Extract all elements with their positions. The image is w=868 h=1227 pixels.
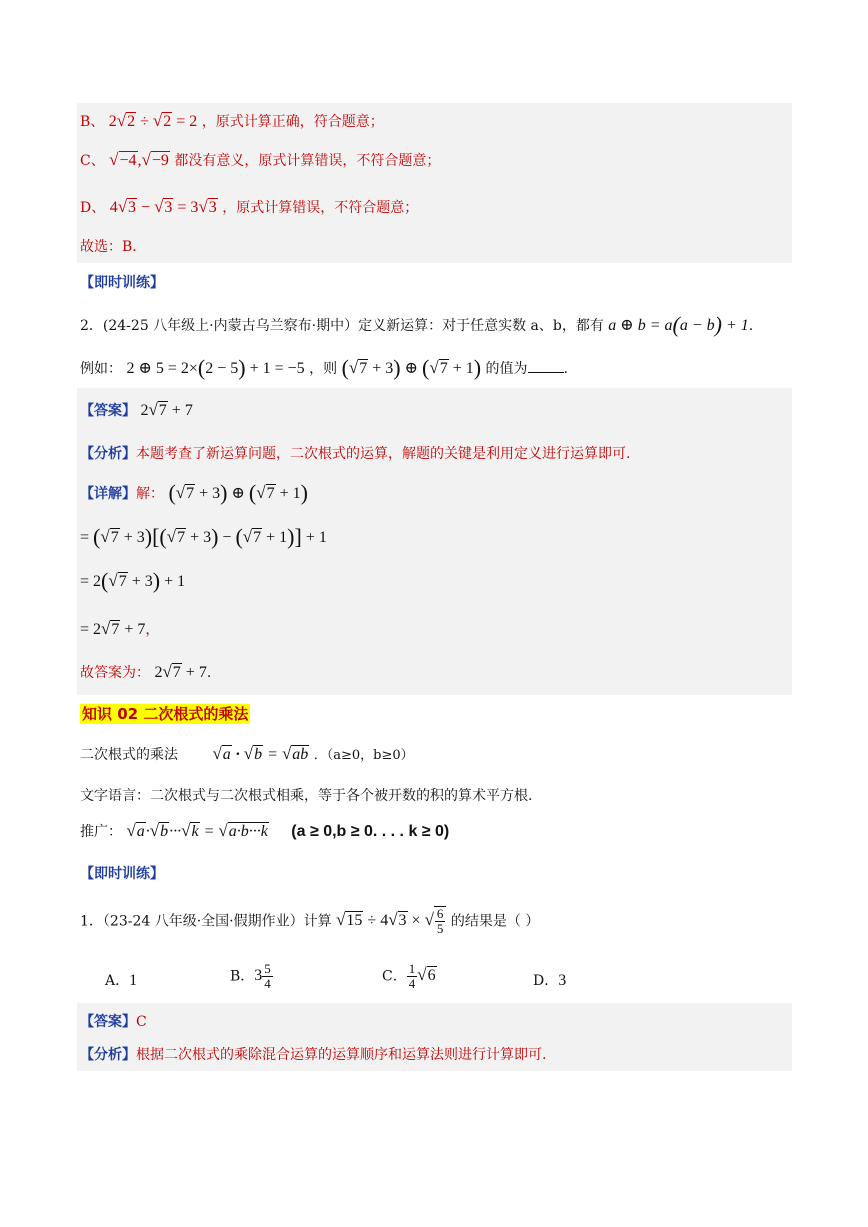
detail-2-line bbox=[80, 480, 308, 506]
option-b-choice-label: B． bbox=[230, 968, 255, 985]
answer-2-line bbox=[80, 400, 193, 420]
analysis-2-text: 本题考查了新运算问题，二次根式的运算，解题的关键是利用定义进行运算即可. bbox=[136, 446, 631, 462]
option-d[interactable] bbox=[533, 970, 566, 990]
detail-step-1: = (√7 + 3)[(√7 + 3) − (√7 + 1)] + 1 bbox=[80, 524, 327, 549]
question-2-example: 例如： 2 ⊕ 5 = 2×(2 − 5) + 1 = −5 ，则 (√7 + 3) ⊕ (√7 + 1) 的值为 . bbox=[80, 355, 568, 380]
analysis-1-text: 根据二次根式的乘除混合运算的运算顺序和运算法则进行计算即可. bbox=[136, 1047, 547, 1063]
answer-2-value: 2√7 + 7 bbox=[140, 400, 193, 419]
option-b-expr: 2√2 ÷ √2 = 2 bbox=[108, 111, 198, 130]
detail-2-tag: 【详解】 bbox=[80, 486, 136, 502]
answer-1-line bbox=[80, 1011, 147, 1031]
generalize-condition: (a ≥ 0,b ≥ 0. . . . k ≥ 0) bbox=[291, 823, 450, 840]
question-1-suffix: 的结果是（ ） bbox=[450, 913, 540, 930]
analysis-1-line bbox=[80, 1044, 546, 1064]
rule-name: 二次根式的乘法 bbox=[80, 747, 178, 763]
answer-blank bbox=[528, 372, 564, 373]
question-1-stem bbox=[80, 906, 539, 937]
rule-text: 文字语言：二次根式与二次根式相乘，等于各个被开数的积的算术平方根. bbox=[80, 788, 533, 804]
knowledge-title: 知识 02 二次根式的乘法 bbox=[82, 705, 249, 723]
option-b-comment: ，原式计算正确，符合题意； bbox=[201, 114, 384, 130]
conclusion: 故选：B． bbox=[80, 239, 147, 255]
option-c-line bbox=[80, 150, 440, 170]
option-b[interactable] bbox=[230, 962, 273, 992]
analysis-1-tag: 【分析】 bbox=[80, 1047, 136, 1063]
rule-line bbox=[80, 744, 414, 764]
option-d-value: 3 bbox=[558, 972, 567, 989]
ask-prefix: ，则 bbox=[309, 361, 338, 377]
detail-step-2: = 2(√7 + 3) + 1 bbox=[80, 568, 186, 593]
generalize-label: 推广： bbox=[80, 824, 122, 840]
question-1-expr: √15 ÷ 4√3 × √ $\frac{6}{5}$ bbox=[336, 912, 446, 929]
training-heading-2: 【即时训练】 bbox=[80, 866, 164, 882]
option-d-label: D、 bbox=[80, 200, 106, 216]
option-b-line bbox=[80, 111, 384, 131]
option-c-expr: √−4,√−9 bbox=[109, 150, 169, 169]
analysis-2-line bbox=[80, 443, 630, 463]
option-a-value: 1 bbox=[129, 972, 138, 989]
option-c-label: C、 bbox=[80, 153, 105, 169]
final-answer-prefix: 故答案为： bbox=[80, 665, 150, 681]
answer-2-tag: 【答案】 bbox=[80, 403, 136, 419]
knowledge-title-line bbox=[80, 703, 250, 724]
option-d-comment: ，原式计算错误，不符合题意； bbox=[222, 200, 419, 216]
detail-step-3: = 2√7 + 7， bbox=[80, 619, 160, 638]
option-c-comment: 都没有意义，原式计算错误，不符合题意； bbox=[174, 153, 441, 169]
option-a-label: A． bbox=[105, 973, 130, 989]
answer-1-tag: 【答案】 bbox=[80, 1014, 136, 1030]
analysis-2-tag: 【分析】 bbox=[80, 446, 136, 462]
rule-condition: ．（a≥0，b≥0） bbox=[313, 748, 414, 763]
option-b-label: B、 bbox=[80, 114, 105, 130]
option-d-choice-label: D． bbox=[533, 973, 559, 989]
question-2-stem: 2．(24-25 八年级上·内蒙古乌兰察布·期中）定义新运算：对于任意实数 a、b，都有 a ⊕ b = a(a − b) + 1. bbox=[80, 312, 754, 337]
generalize-line bbox=[80, 821, 449, 841]
option-c-choice-label: C． bbox=[382, 968, 407, 985]
training-heading-1: 【即时训练】 bbox=[80, 275, 164, 291]
final-answer-2: 故答案为： 2√7 + 7. bbox=[80, 662, 212, 681]
generalize-formula: √a·√b···√k = √a·b···k bbox=[126, 821, 268, 840]
final-answer-value: 2√7 + 7 bbox=[154, 662, 207, 681]
question-2-prefix: 2．(24-25 八年级上·内蒙古乌兰察布·期中）定义新运算：对于任意实数 a、b，都有 bbox=[80, 318, 604, 334]
option-d-expr: 4√3 − √3 = 3√3 bbox=[109, 197, 217, 216]
rule-formula: √a · √b = √ab bbox=[212, 744, 309, 763]
example-label: 例如： bbox=[80, 361, 122, 377]
ask-suffix: 的值为 bbox=[485, 361, 528, 377]
option-b-value: 3 $\frac{5}{4}$ bbox=[254, 961, 271, 992]
option-a[interactable] bbox=[105, 970, 137, 990]
option-c-value: $\frac{1}{4}$ √6 bbox=[408, 961, 436, 992]
ask-expr: (√7 + 3) ⊕ (√7 + 1) bbox=[341, 355, 482, 380]
option-c[interactable] bbox=[382, 962, 437, 992]
question-1-prefix: 1．（23-24 八年级·全国·假期作业）计算 bbox=[80, 913, 332, 930]
detail-step-0: (√7 + 3) ⊕ (√7 + 1) bbox=[168, 480, 308, 505]
detail-2-start: 解： bbox=[136, 486, 164, 502]
question-2-definition: a ⊕ b = a(a − b) + 1 bbox=[608, 312, 749, 337]
option-d-line bbox=[80, 197, 418, 217]
answer-1-value: C bbox=[136, 1014, 147, 1030]
example-expr: 2 ⊕ 5 = 2×(2 − 5) + 1 = −5 bbox=[126, 355, 305, 380]
